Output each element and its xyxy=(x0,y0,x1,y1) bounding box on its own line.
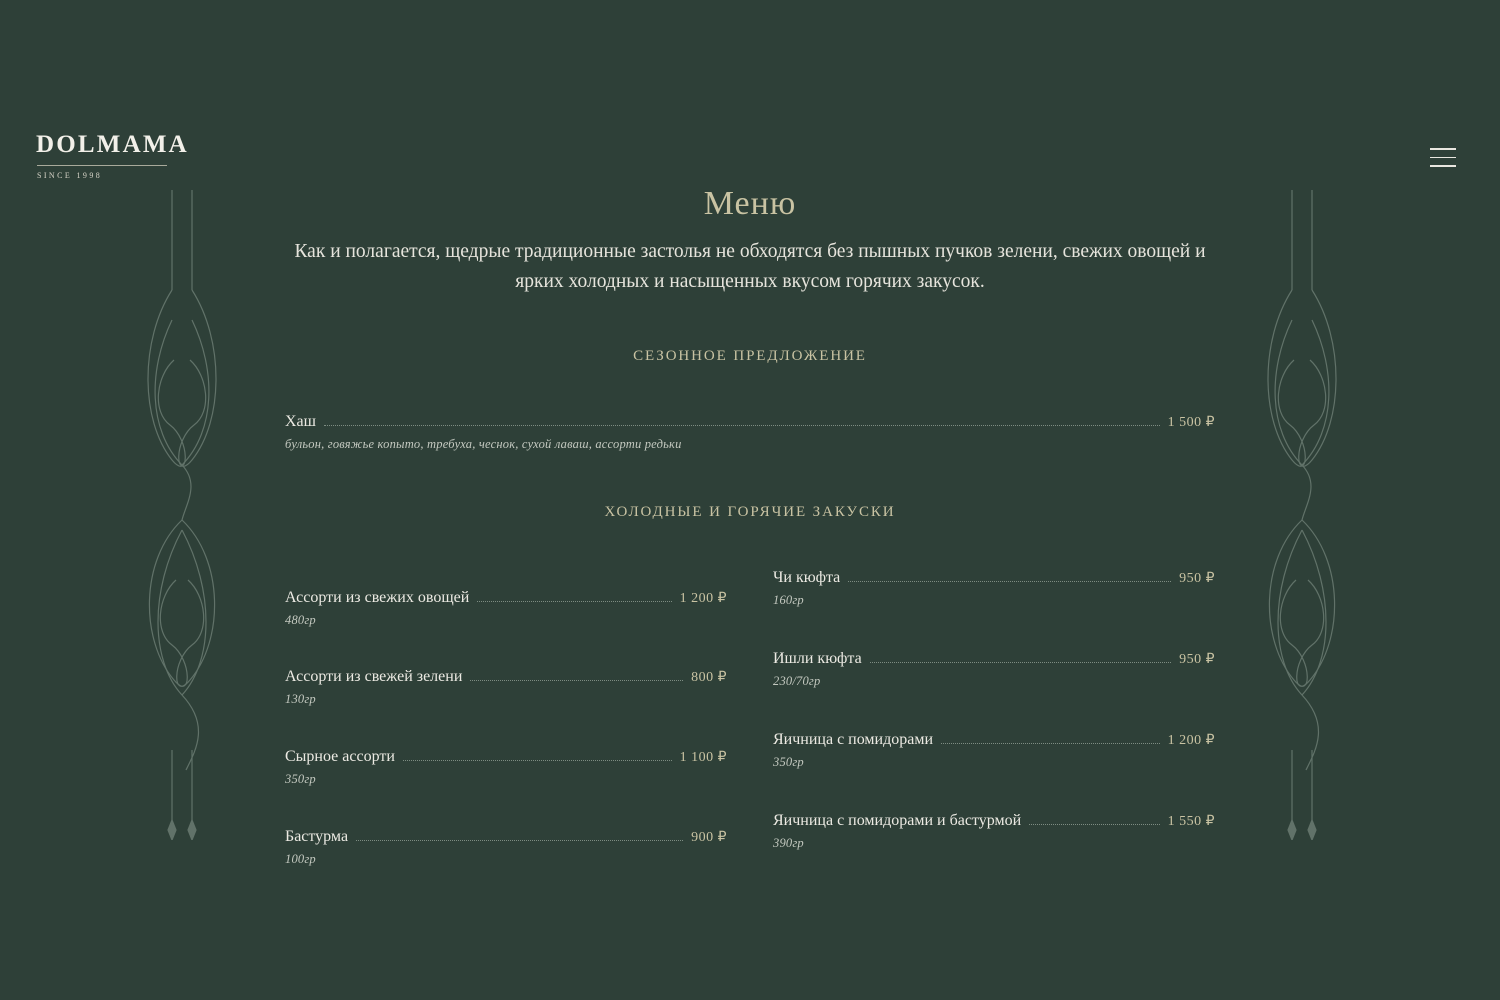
menu-item-price: 950 ₽ xyxy=(1179,652,1215,668)
leader-dots xyxy=(403,760,672,761)
section-title: ХОЛОДНЫЕ И ГОРЯЧИЕ ЗАКУСКИ xyxy=(604,504,896,521)
menu-item-description: 130гр xyxy=(285,692,316,707)
dish-list xyxy=(285,569,1215,867)
menu-item-name: Ассорти из свежих овощей xyxy=(285,589,470,607)
brand-name: DOLMAMA xyxy=(36,131,189,158)
menu-item-name: Яичница с помидорами xyxy=(773,731,934,749)
menu-item-name: Бастурма xyxy=(285,828,349,846)
brand-since: SINCE 1998 xyxy=(37,171,103,180)
leader-dots xyxy=(848,581,1171,582)
menu-item-price: 1 200 ₽ xyxy=(1167,733,1215,749)
menu-item[interactable] xyxy=(285,828,727,867)
menu-item-price: 1 100 ₽ xyxy=(679,750,727,766)
hamburger-bar-2 xyxy=(1430,157,1456,159)
menu-item-name: Ишли кюфта xyxy=(773,650,862,668)
menu-item-name: Ассорти из свежей зелени xyxy=(285,668,463,686)
menu-item-description: 160гр xyxy=(773,593,804,608)
hamburger-bar-3 xyxy=(1430,165,1456,167)
menu-section-appetizers xyxy=(285,504,1215,867)
site-header xyxy=(0,0,1500,180)
menu-item-description: 390гр xyxy=(773,836,804,851)
menu-item-description: 350гр xyxy=(285,772,316,787)
leader-dots xyxy=(941,743,1160,744)
menu-item-description: 480гр xyxy=(285,613,316,628)
menu-item-price: 1 550 ₽ xyxy=(1167,814,1215,830)
leader-dots xyxy=(870,662,1171,663)
logo-divider xyxy=(37,165,167,166)
dish-column-right xyxy=(773,569,1215,867)
menu-item-price: 1 200 ₽ xyxy=(679,591,727,607)
menu-item-name: Яичница с помидорами и бастурмой xyxy=(773,812,1022,830)
menu-item-price: 800 ₽ xyxy=(691,670,727,686)
leader-dots xyxy=(356,840,683,841)
leader-dots xyxy=(470,680,683,681)
brand-logo[interactable] xyxy=(36,132,236,180)
menu-item-name: Сырное ассорти xyxy=(285,748,395,766)
leader-dots xyxy=(324,425,1160,426)
leader-dots xyxy=(1029,824,1159,825)
menu-item[interactable] xyxy=(285,589,727,628)
menu-item[interactable] xyxy=(773,569,1215,608)
menu-item-price: 950 ₽ xyxy=(1179,571,1215,587)
leader-dots xyxy=(477,601,671,602)
hamburger-menu-icon[interactable] xyxy=(1430,148,1456,168)
menu-item-name: Хаш xyxy=(285,413,316,431)
dish-column-left xyxy=(285,569,727,867)
menu-item[interactable] xyxy=(773,650,1215,689)
page-intro-text: Как и полагается, щедрые традиционные застолья не обходятся без пышных пучков зелени, свежих овощей и ярких холодных и насыщенных вкусом горячих закусок. xyxy=(294,241,1206,292)
menu-item-description: бульон, говяжье копыто, требуха, чеснок, сухой лаваш, ассорти редьки xyxy=(285,437,682,452)
menu-item-description: 100гр xyxy=(285,852,316,867)
menu-item-price: 900 ₽ xyxy=(691,830,727,846)
menu-item[interactable] xyxy=(285,748,727,787)
menu-item[interactable] xyxy=(285,413,1215,452)
menu-item-name: Чи кюфта xyxy=(773,569,841,587)
page-title: Меню xyxy=(703,185,797,222)
hamburger-bar-1 xyxy=(1430,148,1456,150)
menu-item-price: 1 500 ₽ xyxy=(1167,415,1215,431)
menu-item-description: 230/70гр xyxy=(773,674,821,689)
menu-section-seasonal xyxy=(285,348,1215,452)
menu-item[interactable] xyxy=(773,812,1215,851)
dish-list xyxy=(285,413,1215,452)
menu-content xyxy=(0,185,1500,867)
menu-item[interactable] xyxy=(285,668,727,707)
menu-item-description: 350гр xyxy=(773,755,804,770)
section-title: СЕЗОННОЕ ПРЕДЛОЖЕНИЕ xyxy=(633,348,867,365)
menu-item[interactable] xyxy=(773,731,1215,770)
